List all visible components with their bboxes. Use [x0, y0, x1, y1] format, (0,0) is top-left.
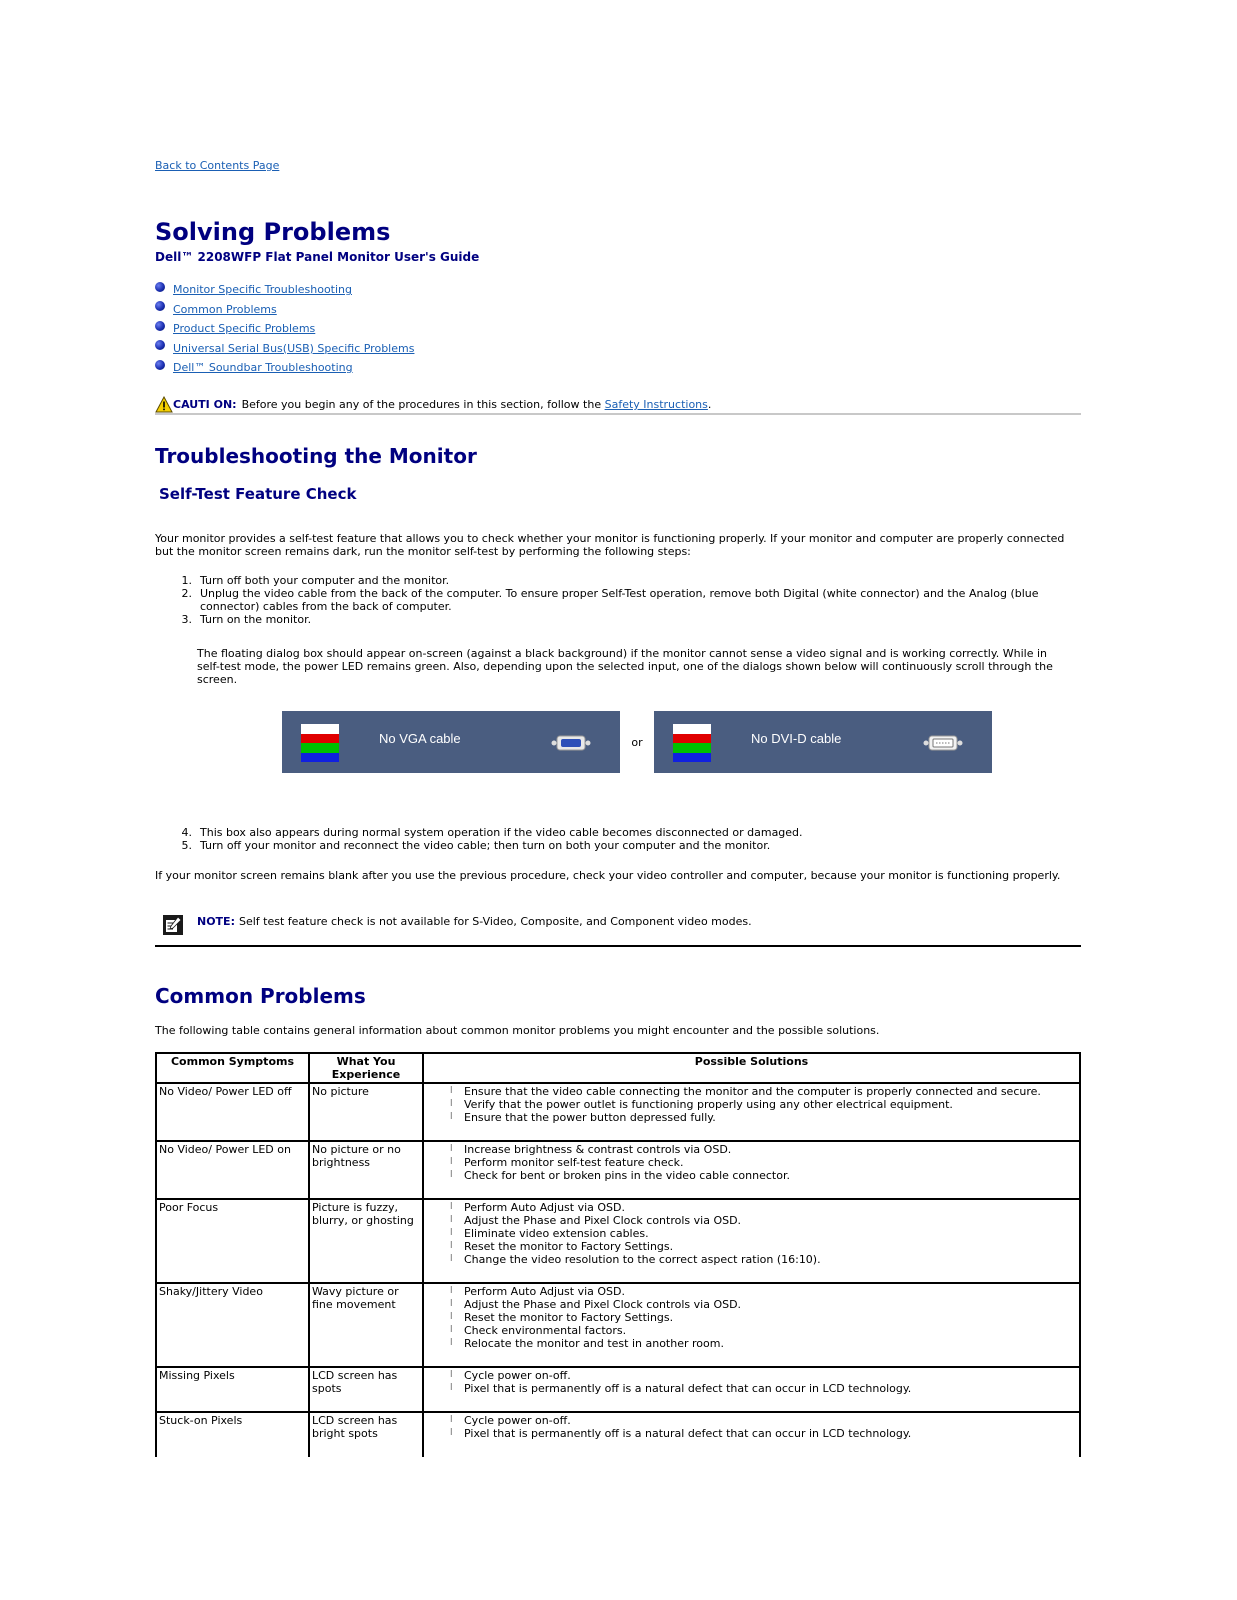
solution-item: l Cycle power on-off.	[450, 1369, 571, 1382]
toc-item	[155, 280, 414, 300]
note-box	[163, 915, 752, 935]
bullet-icon	[155, 301, 165, 311]
note-pencil-icon	[163, 915, 183, 935]
common-problems-table	[155, 1052, 1081, 1457]
step-number: 5.	[181, 839, 192, 852]
osd-vga-dialog	[282, 711, 620, 773]
osd-dvi-dialog	[654, 711, 992, 773]
table-row	[156, 1412, 1080, 1457]
step-text: Turn on the monitor.	[200, 613, 312, 626]
steps-list-continued	[155, 826, 1081, 852]
caution-text: Before you begin any of the procedures in this section, follow the	[241, 398, 602, 411]
step-item	[155, 574, 1081, 587]
symptom-cell: Stuck-on Pixels	[156, 1412, 309, 1457]
bullet-icon	[155, 321, 165, 331]
bullet-icon	[155, 282, 165, 292]
solutions-cell	[423, 1083, 1080, 1141]
experience-cell: LCD screen has spots	[309, 1367, 423, 1412]
table-row	[156, 1083, 1080, 1141]
bullet-icon	[155, 340, 165, 350]
solutions-cell	[423, 1412, 1080, 1457]
bullet-icon	[155, 360, 165, 370]
osd-dvi-text: No DVI-D cable	[751, 731, 842, 746]
solution-item: l Cycle power on-off.	[450, 1414, 571, 1427]
table-row	[156, 1367, 1080, 1412]
step-item	[155, 613, 1081, 626]
page-title: Solving Problems	[155, 218, 391, 246]
step-item	[155, 826, 1081, 839]
toc-link-product-problems[interactable]: Product Specific Problems	[173, 322, 316, 336]
warning-icon	[155, 396, 173, 413]
solution-item: l Pixel that is permanently off is a natural defect that can occur in LCD technology.	[450, 1427, 912, 1440]
self-test-intro: Your monitor provides a self-test feature that allows you to check whether your monitor is functioning properly. If your monitor and computer are properly connected but the monitor screen remains dark, run the monitor self-test by performing the following steps:	[155, 532, 1065, 558]
table-row	[156, 1199, 1080, 1283]
dvi-connector-icon	[922, 735, 964, 751]
solutions-cell	[423, 1367, 1080, 1412]
solutions-cell	[423, 1199, 1080, 1283]
safety-instructions-link[interactable]: Safety Instructions	[604, 398, 708, 411]
solutions-cell	[423, 1283, 1080, 1367]
back-to-contents-link[interactable]: Back to Contents Page	[155, 159, 280, 172]
toc-link-soundbar[interactable]: Dell™ Soundbar Troubleshooting	[173, 361, 353, 375]
solution-item: l Perform Auto Adjust via OSD.	[450, 1285, 626, 1298]
column-header: Common Symptoms	[156, 1053, 309, 1083]
step-number: 1.	[181, 574, 192, 587]
toc-item	[155, 358, 414, 378]
vga-connector-icon	[550, 735, 592, 751]
osd-vga-text: No VGA cable	[379, 731, 461, 746]
note-label: NOTE:	[197, 915, 235, 928]
or-label: or	[631, 735, 643, 749]
toc-list	[155, 280, 414, 378]
color-bars-icon	[673, 724, 711, 762]
solution-item: l Check for bent or broken pins in the video cable connector.	[450, 1169, 790, 1182]
section-heading-troubleshooting: Troubleshooting the Monitor	[155, 444, 477, 468]
divider	[155, 413, 1081, 415]
osd-dialogs	[282, 711, 992, 773]
symptom-cell: No Video/ Power LED off	[156, 1083, 309, 1141]
page-subtitle: Dell™ 2208WFP Flat Panel Monitor User's Guide	[155, 250, 480, 264]
solution-item: l Ensure that the power button depressed fully.	[450, 1111, 716, 1124]
column-header: What You Experience	[309, 1053, 423, 1083]
section-heading-common-problems: Common Problems	[155, 984, 366, 1008]
toc-link-monitor-troubleshooting[interactable]: Monitor Specific Troubleshooting	[173, 283, 352, 297]
table-header-row	[156, 1053, 1080, 1083]
solution-item: l Eliminate video extension cables.	[450, 1227, 649, 1240]
caution-label: CAUTI ON:	[173, 398, 237, 411]
common-problems-intro: The following table contains general information about common monitor problems you might encounter and the possible solutions.	[155, 1024, 880, 1037]
solution-item: l Pixel that is permanently off is a natural defect that can occur in LCD technology.	[450, 1382, 912, 1395]
step-number: 3.	[181, 613, 192, 626]
self-test-conclusion: If your monitor screen remains blank after you use the previous procedure, check your video controller and computer, because your monitor is functioning properly.	[155, 869, 1061, 882]
caution-end: .	[707, 398, 712, 411]
experience-cell: No picture	[309, 1083, 423, 1141]
step-text: This box also appears during normal system operation if the video cable becomes disconnected or damaged.	[200, 826, 803, 839]
solution-item: l Increase brightness & contrast controls via OSD.	[450, 1143, 732, 1156]
caution-notice	[155, 396, 711, 413]
symptom-cell: Shaky/Jittery Video	[156, 1283, 309, 1367]
solution-item: l Check environmental factors.	[450, 1324, 627, 1337]
step-text: Turn off your monitor and reconnect the video cable; then turn on both your computer and the monitor.	[200, 839, 771, 852]
step-item	[155, 587, 1081, 613]
solution-item: l Perform Auto Adjust via OSD.	[450, 1201, 626, 1214]
toc-link-usb-problems[interactable]: Universal Serial Bus(USB) Specific Problems	[173, 341, 415, 355]
note-text: Self test feature check is not available for S-Video, Composite, and Component video modes.	[238, 915, 752, 928]
toc-item	[155, 339, 414, 359]
subsection-heading-self-test: Self-Test Feature Check	[159, 485, 357, 503]
table-row	[156, 1283, 1080, 1367]
step-number: 2.	[181, 587, 192, 600]
symptom-cell: Missing Pixels	[156, 1367, 309, 1412]
color-bars-icon	[301, 724, 339, 762]
toc-item	[155, 300, 414, 320]
dialog-note: The floating dialog box should appear on-screen (against a black background) if the monitor cannot sense a video signal and is working correctly. While in self-test mode, the power LED remains green. Also, depending upon the selected input, one of the dialogs shown below will continuously scroll through the screen.	[197, 647, 1053, 686]
step-item	[155, 839, 1081, 852]
solution-item: l Adjust the Phase and Pixel Clock controls via OSD.	[450, 1214, 742, 1227]
table-row	[156, 1141, 1080, 1199]
steps-list	[155, 574, 1081, 626]
step-text: Turn off both your computer and the monitor.	[200, 574, 450, 587]
solution-item: l Relocate the monitor and test in another room.	[450, 1337, 724, 1350]
step-number: 4.	[181, 826, 192, 839]
experience-cell: Picture is fuzzy, blurry, or ghosting	[309, 1199, 423, 1283]
divider	[155, 945, 1081, 947]
symptom-cell: No Video/ Power LED on	[156, 1141, 309, 1199]
experience-cell: LCD screen has bright spots	[309, 1412, 423, 1457]
step-text: Unplug the video cable from the back of the computer. To ensure proper Self-Test operation, remove both Digital (white connector) and the Analog (blue connector) cables from the back of computer.	[200, 587, 1039, 613]
solution-item: l Ensure that the video cable connecting the monitor and the computer is properly connected and secure.	[450, 1085, 1041, 1098]
solutions-cell	[423, 1141, 1080, 1199]
column-header: Possible Solutions	[423, 1053, 1080, 1083]
solution-item: l Reset the monitor to Factory Settings.	[450, 1311, 674, 1324]
solution-item: l Perform monitor self-test feature check.	[450, 1156, 684, 1169]
solution-item: l Verify that the power outlet is functioning properly using any other electrical equipment.	[450, 1098, 953, 1111]
solution-item: l Adjust the Phase and Pixel Clock controls via OSD.	[450, 1298, 742, 1311]
solution-item: l Change the video resolution to the correct aspect ration (16:10).	[450, 1253, 821, 1266]
toc-link-common-problems[interactable]: Common Problems	[173, 302, 277, 316]
experience-cell: No picture or no brightness	[309, 1141, 423, 1199]
toc-item	[155, 319, 414, 339]
symptom-cell: Poor Focus	[156, 1199, 309, 1283]
experience-cell: Wavy picture or fine movement	[309, 1283, 423, 1367]
solution-item: l Reset the monitor to Factory Settings.	[450, 1240, 674, 1253]
